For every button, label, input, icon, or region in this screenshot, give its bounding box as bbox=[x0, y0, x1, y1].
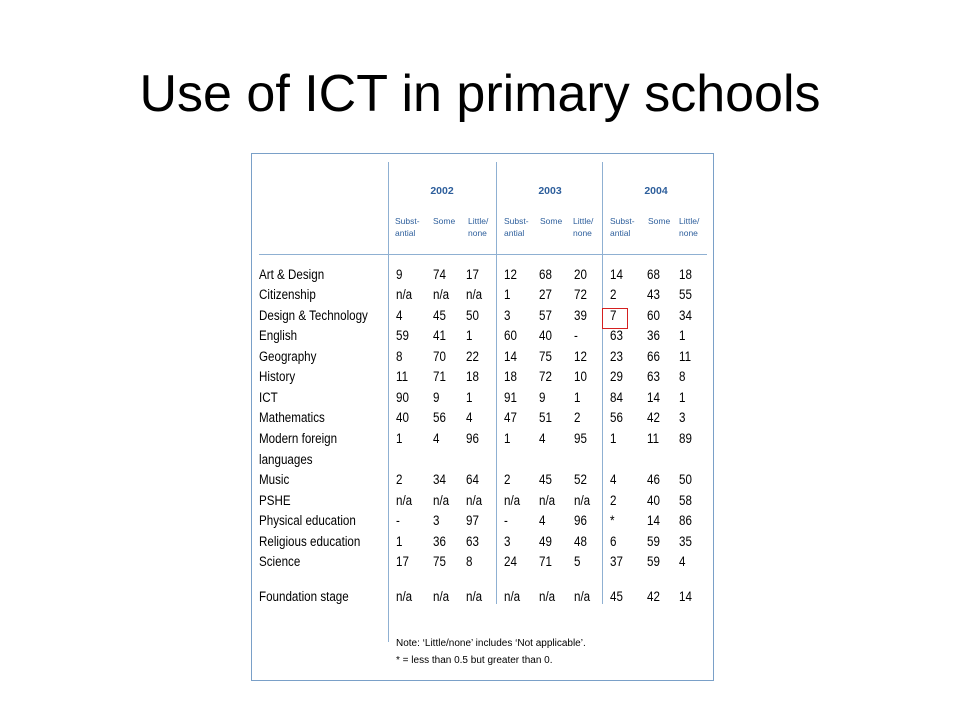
table-cell: n/a bbox=[574, 589, 591, 604]
table-cell: 11 bbox=[396, 369, 409, 384]
table-cell: n/a bbox=[433, 493, 450, 508]
table-cell: 4 bbox=[539, 513, 546, 528]
table-cell: 60 bbox=[504, 328, 517, 343]
table-cell: 14 bbox=[610, 267, 623, 282]
subheader-substantial: Subst- antial bbox=[395, 216, 420, 238]
table-cell: 8 bbox=[466, 554, 473, 569]
table-cell: 1 bbox=[610, 431, 617, 446]
row-label: Science bbox=[259, 554, 301, 569]
row-label: Art & Design bbox=[259, 267, 325, 282]
header-divider bbox=[259, 254, 707, 255]
table-cell: 42 bbox=[647, 589, 660, 604]
table-cell: 4 bbox=[679, 554, 686, 569]
table-cell: 17 bbox=[466, 267, 479, 282]
table-cell: 34 bbox=[433, 472, 446, 487]
table-cell: 23 bbox=[610, 349, 623, 364]
table-cell: 43 bbox=[647, 287, 660, 302]
table-cell: 22 bbox=[466, 349, 479, 364]
table-cell: 90 bbox=[396, 390, 409, 405]
row-label: PSHE bbox=[259, 493, 291, 508]
table-cell: * bbox=[610, 513, 615, 528]
table-cell: 11 bbox=[679, 349, 692, 364]
row-label: Modern foreign bbox=[259, 431, 338, 446]
table-cell: 5 bbox=[574, 554, 581, 569]
column-separator bbox=[388, 162, 389, 642]
subheader-some: Some bbox=[540, 216, 563, 226]
row-label: Geography bbox=[259, 349, 317, 364]
table-cell: n/a bbox=[539, 589, 556, 604]
table-cell: 95 bbox=[574, 431, 587, 446]
table-cell: n/a bbox=[396, 493, 413, 508]
table-cell: 18 bbox=[466, 369, 479, 384]
table-cell: 9 bbox=[433, 390, 440, 405]
row-label: Foundation stage bbox=[259, 589, 349, 604]
table-cell: 56 bbox=[610, 410, 623, 425]
table-cell: 75 bbox=[539, 349, 552, 364]
table-cell: 2 bbox=[504, 472, 511, 487]
subheader-some: Some bbox=[433, 216, 456, 226]
table-cell: 51 bbox=[539, 410, 552, 425]
table-cell: 60 bbox=[647, 308, 660, 323]
table-cell: n/a bbox=[466, 287, 483, 302]
table-cell: 9 bbox=[396, 267, 403, 282]
subheader-some: Some bbox=[648, 216, 671, 226]
table-cell: 36 bbox=[647, 328, 660, 343]
row-label: Design & Technology bbox=[259, 308, 368, 323]
row-label: Religious education bbox=[259, 534, 361, 549]
table-cell: 3 bbox=[433, 513, 440, 528]
table-cell: n/a bbox=[433, 589, 450, 604]
table-cell: 40 bbox=[647, 493, 660, 508]
table-cell: 1 bbox=[504, 287, 511, 302]
row-label: Mathematics bbox=[259, 410, 325, 425]
table-cell: 34 bbox=[679, 308, 692, 323]
table-cell: 40 bbox=[539, 328, 552, 343]
table-cell: 63 bbox=[647, 369, 660, 384]
table-cell: n/a bbox=[433, 287, 450, 302]
table-cell: 1 bbox=[396, 534, 403, 549]
table-cell: 29 bbox=[610, 369, 623, 384]
table-cell: 12 bbox=[574, 349, 587, 364]
table-cell: - bbox=[396, 513, 400, 528]
table-cell: 1 bbox=[574, 390, 581, 405]
table-cell: n/a bbox=[574, 493, 591, 508]
table-cell: 59 bbox=[647, 554, 660, 569]
table-cell: 48 bbox=[574, 534, 587, 549]
highlight-box bbox=[602, 308, 628, 329]
table-cell: 2 bbox=[396, 472, 403, 487]
table-cell: 24 bbox=[504, 554, 517, 569]
table-cell: 46 bbox=[647, 472, 660, 487]
table-cell: 50 bbox=[679, 472, 692, 487]
table-cell: 14 bbox=[647, 513, 660, 528]
table-cell: 52 bbox=[574, 472, 587, 487]
row-label: Physical education bbox=[259, 513, 356, 528]
table-cell: 70 bbox=[433, 349, 446, 364]
table-cell: 1 bbox=[466, 390, 473, 405]
table-cell: 89 bbox=[679, 431, 692, 446]
table-cell: 72 bbox=[539, 369, 552, 384]
table-cell: 97 bbox=[466, 513, 479, 528]
table-cell: 45 bbox=[610, 589, 623, 604]
subheader-substantial: Subst- antial bbox=[610, 216, 635, 238]
slide-title: Use of ICT in primary schools bbox=[139, 65, 821, 123]
table-cell: 3 bbox=[504, 308, 511, 323]
table-cell: 17 bbox=[396, 554, 409, 569]
table-cell: 45 bbox=[433, 308, 446, 323]
table-cell: 96 bbox=[466, 431, 479, 446]
table-cell: n/a bbox=[466, 589, 483, 604]
table-cell: 14 bbox=[504, 349, 517, 364]
column-separator bbox=[602, 162, 603, 604]
year-header-2004: 2004 bbox=[644, 185, 668, 197]
table-note: Note: ‘Little/none’ includes ‘Not applicable’. bbox=[396, 638, 586, 649]
table-cell: 3 bbox=[679, 410, 686, 425]
table-cell: 6 bbox=[610, 534, 617, 549]
table-cell: 39 bbox=[574, 308, 587, 323]
table-cell: 1 bbox=[466, 328, 473, 343]
table-cell: 12 bbox=[504, 267, 517, 282]
data-table bbox=[251, 153, 714, 681]
table-cell: 63 bbox=[466, 534, 479, 549]
table-cell: 18 bbox=[679, 267, 692, 282]
table-cell: n/a bbox=[504, 589, 521, 604]
table-cell: 2 bbox=[574, 410, 581, 425]
table-cell: 3 bbox=[504, 534, 511, 549]
table-cell: 63 bbox=[610, 328, 623, 343]
table-cell: 68 bbox=[539, 267, 552, 282]
table-cell: 11 bbox=[647, 431, 660, 446]
table-cell: 75 bbox=[433, 554, 446, 569]
table-cell: 4 bbox=[396, 308, 403, 323]
table-cell: 9 bbox=[539, 390, 546, 405]
row-label: English bbox=[259, 328, 298, 343]
table-cell: 84 bbox=[610, 390, 623, 405]
subheader-substantial: Subst- antial bbox=[504, 216, 529, 238]
table-cell: 41 bbox=[433, 328, 446, 343]
row-label: History bbox=[259, 369, 296, 384]
table-cell: 49 bbox=[539, 534, 552, 549]
table-cell: 91 bbox=[504, 390, 517, 405]
row-label: ICT bbox=[259, 390, 278, 405]
table-cell: 58 bbox=[679, 493, 692, 508]
table-cell: 71 bbox=[539, 554, 552, 569]
table-cell: 59 bbox=[396, 328, 409, 343]
subheader-little-none: Little/ none bbox=[468, 216, 489, 238]
table-cell: 7 bbox=[610, 308, 617, 323]
table-cell: 45 bbox=[539, 472, 552, 487]
table-cell: 72 bbox=[574, 287, 587, 302]
table-cell: - bbox=[504, 513, 508, 528]
table-cell: 64 bbox=[466, 472, 479, 487]
table-cell: 18 bbox=[504, 369, 517, 384]
table-cell: n/a bbox=[396, 589, 413, 604]
table-cell: 1 bbox=[504, 431, 511, 446]
table-cell: 4 bbox=[539, 431, 546, 446]
table-cell: 55 bbox=[679, 287, 692, 302]
row-label: Music bbox=[259, 472, 290, 487]
table-cell: 35 bbox=[679, 534, 692, 549]
table-cell: 14 bbox=[679, 589, 692, 604]
table-cell: n/a bbox=[396, 287, 413, 302]
table-cell: 1 bbox=[679, 390, 686, 405]
table-cell: 40 bbox=[396, 410, 409, 425]
subheader-little-none: Little/ none bbox=[679, 216, 700, 238]
table-cell: 8 bbox=[396, 349, 403, 364]
table-cell: 42 bbox=[647, 410, 660, 425]
table-cell: 74 bbox=[433, 267, 446, 282]
table-cell: 4 bbox=[466, 410, 473, 425]
table-cell: 1 bbox=[679, 328, 686, 343]
year-header-2003: 2003 bbox=[538, 185, 562, 197]
table-cell: 71 bbox=[433, 369, 446, 384]
table-cell: - bbox=[574, 328, 578, 343]
year-header-2002: 2002 bbox=[430, 185, 454, 197]
table-cell: 50 bbox=[466, 308, 479, 323]
table-footnote: * = less than 0.5 but greater than 0. bbox=[396, 655, 553, 666]
table-cell: 56 bbox=[433, 410, 446, 425]
table-cell: 37 bbox=[610, 554, 623, 569]
table-cell: 57 bbox=[539, 308, 552, 323]
table-cell: 2 bbox=[610, 493, 617, 508]
table-cell: 66 bbox=[647, 349, 660, 364]
table-cell: 8 bbox=[679, 369, 686, 384]
table-cell: 10 bbox=[574, 369, 587, 384]
row-label: Citizenship bbox=[259, 287, 316, 302]
table-cell: 4 bbox=[433, 431, 440, 446]
table-cell: n/a bbox=[504, 493, 521, 508]
table-cell: 1 bbox=[396, 431, 403, 446]
table-cell: 4 bbox=[610, 472, 617, 487]
table-cell: n/a bbox=[466, 493, 483, 508]
table-cell: 86 bbox=[679, 513, 692, 528]
table-cell: 47 bbox=[504, 410, 517, 425]
table-cell: 14 bbox=[647, 390, 660, 405]
table-cell: 27 bbox=[539, 287, 552, 302]
table-cell: 96 bbox=[574, 513, 587, 528]
table-cell: 68 bbox=[647, 267, 660, 282]
table-cell: n/a bbox=[539, 493, 556, 508]
row-label: languages bbox=[259, 452, 313, 467]
table-cell: 2 bbox=[610, 287, 617, 302]
column-separator bbox=[496, 162, 497, 604]
table-cell: 20 bbox=[574, 267, 587, 282]
table-cell: 59 bbox=[647, 534, 660, 549]
subheader-little-none: Little/ none bbox=[573, 216, 594, 238]
table-cell: 36 bbox=[433, 534, 446, 549]
